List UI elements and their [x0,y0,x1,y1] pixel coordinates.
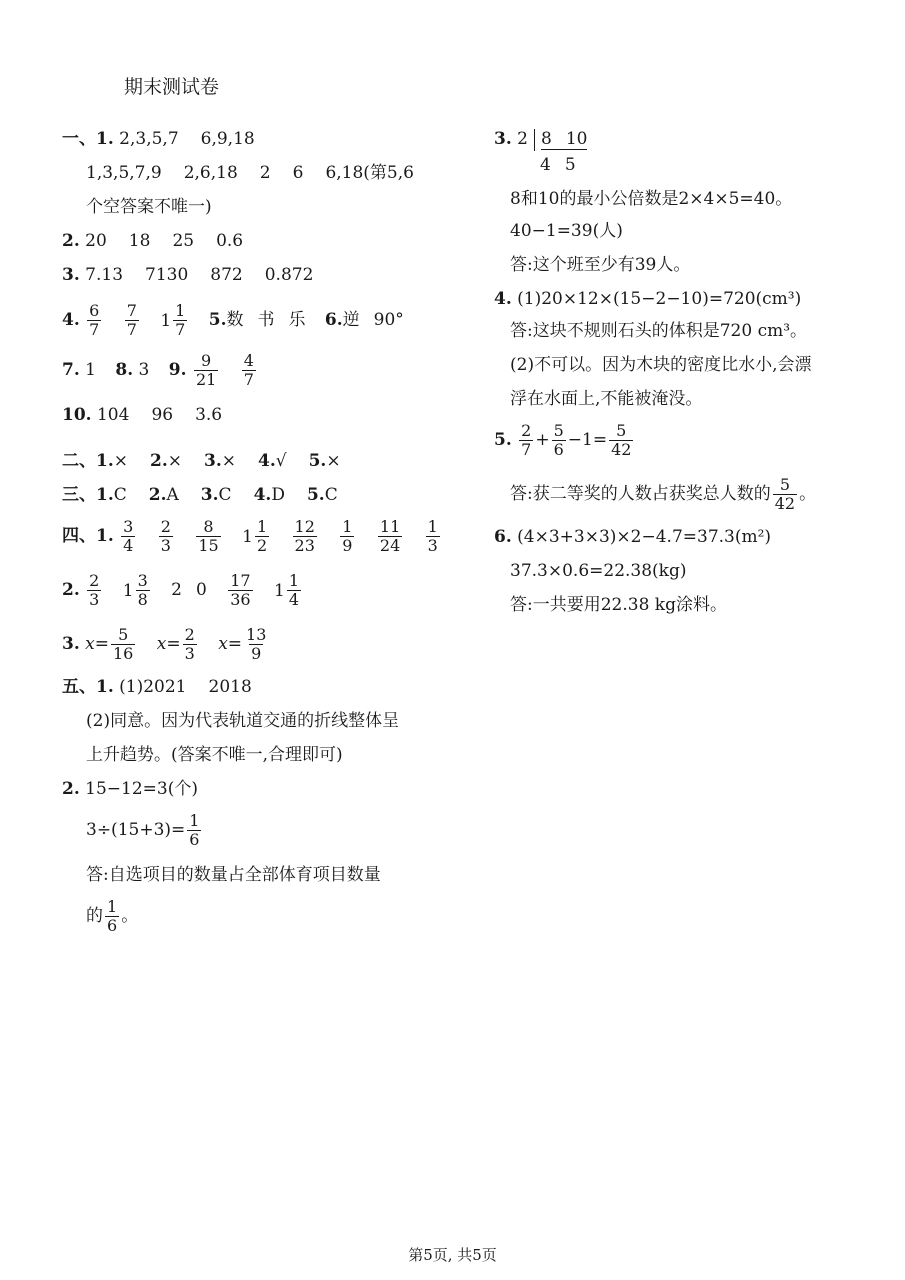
section-5-q1-line2: (2)同意。因为代表轨道交通的折线整体呈 [86,711,400,731]
fraction: $\frac{7}{7}$ [126,301,137,339]
answer: 25 [172,231,195,251]
section-label: 一、 [62,129,96,149]
fraction: $\frac{2}{3}$ [89,571,100,609]
question-number: 3. [494,129,512,149]
question-number: 4. [494,289,512,309]
answer: 1 [85,360,96,380]
right-q3-division: 3. 2 8 10 [494,129,588,149]
section-5-q2-line4: 的 $\frac{1}{6}$ 。 [86,897,139,935]
answer: 1,3,5,7,9 [86,163,162,183]
right-q3-line3: 答:这个班至少有39人。 [510,255,691,275]
section-1-q2 [62,230,243,252]
answer: 3.6 [195,405,223,425]
answer: 7130 [145,265,189,285]
page-footer: 第5页, 共5页 [408,1246,497,1264]
question-number: 3. [62,634,80,654]
question-number: 3. [62,265,80,285]
section-label: 二、 [62,451,96,471]
fraction: $\frac{3}{4}$ [123,517,134,555]
question-number: 1. [96,677,114,697]
section-4-q1 [62,514,442,559]
right-q4-line4: 浮在水面上,不能被淹没。 [510,389,703,409]
answer: 20 [85,231,107,251]
fraction: $\frac{4}{7}$ [243,351,254,389]
question-number: 6. [324,310,343,330]
fraction: $\frac{2}{3}$ [160,517,171,555]
answer: 6,9,18 [200,129,255,149]
answer: 逆 [342,310,360,330]
question-number: 1. [96,129,114,149]
answer: 乐 [288,310,306,330]
fraction: $\frac{2}{3}$ [184,625,195,663]
section-4-q3: 3. x= $\frac{5}{16}$ x= $\frac{2}{3}$ x= $\frac{13}{9}$ [62,625,267,663]
fraction: $\frac{9}{21}$ [195,351,217,389]
fraction: $\frac{17}{36}$ [230,571,251,609]
page-title: 期末测试卷 [124,76,220,98]
right-q6-line3: 答:一共要用22.38 kg涂料。 [510,595,727,615]
fraction: $\frac{1}{6}$ [189,811,200,849]
section-1-q3 [62,264,313,286]
right-q4-line3: (2)不可以。因为木块的密度比水小,会漂 [510,355,812,375]
section-5-q2-line2: 3÷(15+3)= $\frac{1}{6}$ [86,811,200,849]
question-number: 1. [96,526,114,546]
fraction: $\frac{2}{7}$ [521,421,532,459]
section-5-q2 [62,778,198,800]
question-number: 8. [115,360,134,380]
answer: 0 [196,580,207,600]
answer: 6,18(第5,6 [325,163,414,183]
fraction: $\frac{5}{16}$ [113,625,134,663]
section-2: 二、1.× 2.× 3.× 4.√ 5.× [62,451,341,471]
right-q4: 4. (1)20×12×(15−2−10)=720(cm³) [494,289,802,309]
right-q6-line2: 37.3×0.6=22.38(kg) [510,561,687,581]
fraction: $\frac{13}{9}$ [246,625,267,663]
section-3: 三、1.C 2.A 3.C 4.D 5.C [62,485,338,505]
right-q6: 6. (4×3+3×3)×2−4.7=37.3(m²) [494,527,772,547]
section-1-q1-line2 [86,162,414,184]
section-5-q2-line3: 答:自选项目的数量占全部体育项目数量 [86,865,381,885]
answer: 2,3,5,7 [119,129,179,149]
answer: 2 [259,163,271,183]
answer: 书 [257,310,275,330]
right-q3-line1: 8和10的最小公倍数是2×4×5=40。 [510,189,793,209]
fraction: $\frac{8}{15}$ [198,517,219,555]
answer: 3 [138,360,150,380]
fraction: $\frac{5}{6}$ [553,421,564,459]
answer: 872 [210,265,243,285]
section-1-q4-q6 [62,300,404,341]
section-1-q10 [62,404,222,426]
answer: 15−12=3(个) [85,779,198,799]
section-label: 三、 [62,485,96,505]
right-q4-line2: 答:这块不规则石头的体积是720 cm³。 [510,321,808,341]
section-4-q2 [62,568,303,613]
section-5-q1-line3: 上升趋势。(答案不唯一,合理即可) [86,745,343,765]
fraction: $\frac{6}{7}$ [89,301,100,339]
question-number: 7. [62,360,80,380]
answer: 2 [171,580,182,600]
division-bar [534,129,535,151]
right-q5-answer: 答:获二等奖的人数占获奖总人数的 $\frac{5}{42}$ 。 [510,475,817,513]
mixed-number: 1 $\frac{3}{8}$ [122,571,148,609]
right-q3-division-result: 4 5 [540,155,576,175]
mixed-number: 1 $\frac{1}{2}$ [242,517,268,555]
fraction: $\frac{1}{9}$ [342,517,353,555]
right-q3-line2: 40−1=39(人) [510,221,623,241]
fraction: $\frac{5}{42}$ [611,421,632,459]
answer: 96 [151,405,174,425]
answer: 数 [226,310,244,330]
answer: (1)2021 [119,677,187,697]
question-number: 5. [494,430,512,450]
answer: 2,6,18 [183,163,238,183]
division-top: 8 10 [540,129,588,149]
section-label: 四、 [62,526,96,546]
answer: 2018 [208,677,252,697]
section-label: 五、 [62,677,96,697]
answer: 0.6 [216,231,244,251]
question-number: 10. [62,405,92,425]
section-1-q7-q9 [62,350,258,390]
mixed-number: 1 $\frac{1}{4}$ [274,571,300,609]
fraction: $\frac{1}{3}$ [427,517,438,555]
question-number: 6. [494,527,512,547]
right-q5: 5. $\frac{2}{7}$ + $\frac{5}{6}$ −1= $\frac{5}{42}$ [494,421,632,459]
answer: 104 [96,405,130,425]
question-number: 2. [62,231,80,251]
answer: 6 [292,163,304,183]
fraction: $\frac{1}{6}$ [107,897,118,935]
question-number: 9. [168,360,187,380]
question-number: 2. [62,779,80,799]
answer: 90° [373,310,404,330]
answer: 0.872 [264,265,314,285]
question-number: 2. [62,580,80,600]
mixed-number: 1 $\frac{1}{7}$ [160,301,186,339]
section-5-q1 [62,676,252,698]
section-1-q1 [62,128,255,150]
answer: 18 [128,231,151,251]
question-number: 4. [62,310,80,330]
fraction: $\frac{5}{42}$ [774,475,796,513]
fraction: $\frac{11}{24}$ [379,517,401,555]
answer: 7.13 [85,265,124,285]
fraction: $\frac{12}{23}$ [294,517,315,555]
section-1-q1-line3: 个空答案不唯一) [86,197,212,217]
question-number: 5. [208,310,227,330]
